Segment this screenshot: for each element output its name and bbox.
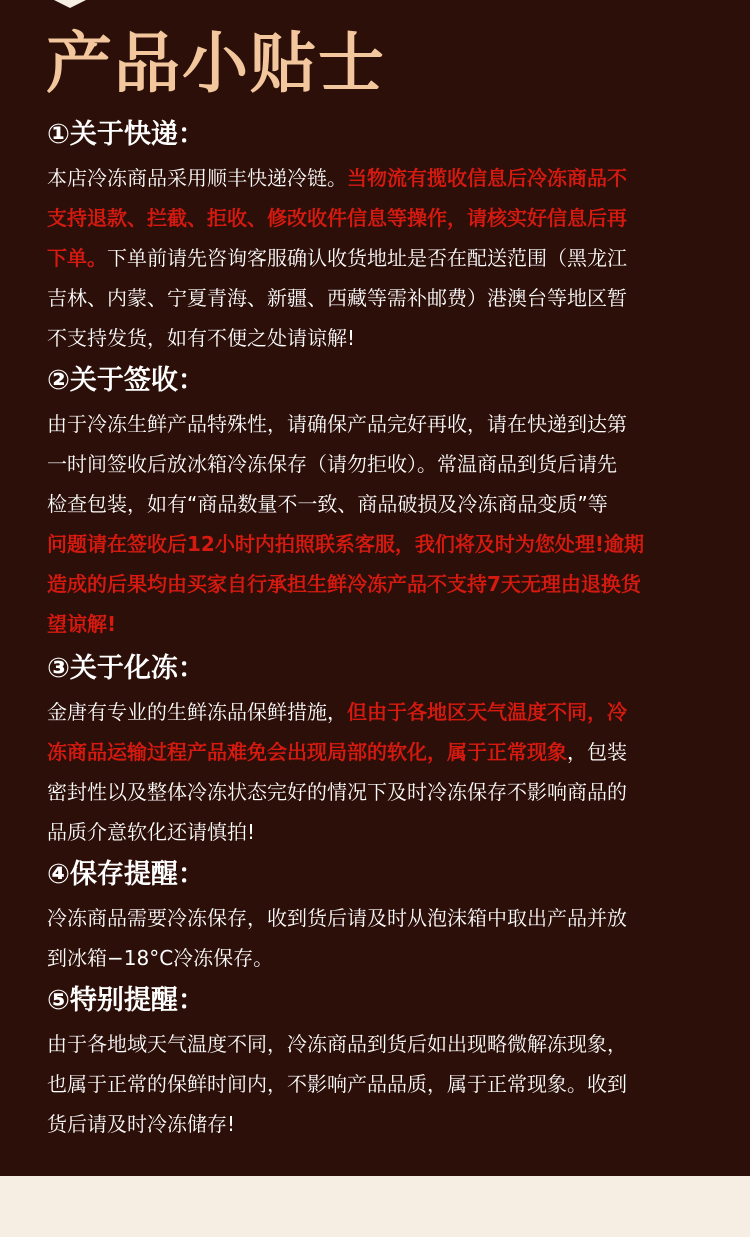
body-text: 不支持发货，如有不便之处请谅解! (47, 326, 356, 350)
highlight-text: 造成的后果均由买家自行承担生鲜冷冻产品不支持7天无理由退换货 (47, 572, 641, 596)
body-text: 冷冻商品需要冷冻保存，收到货后请及时从泡沫箱中取出产品并放 (47, 906, 627, 930)
body-text: 由于各地域天气温度不同，冷冻商品到货后如出现略微解冻现象， (47, 1032, 627, 1056)
body-text: ，包装 (567, 740, 627, 764)
body-text: 到冰箱−18°C冷冻保存。 (47, 946, 274, 970)
body-text: 一时间签收后放冰箱冷冻保存（请勿拒收）。常温商品到货后请先 (47, 452, 617, 476)
body-text: 检查包装，如有“商品数量不一致、商品破损及冷冻商品变质”等 (47, 492, 608, 516)
body-text: 也属于正常的保鲜时间内，不影响产品品质，属于正常现象。收到 (47, 1072, 627, 1096)
highlight-text: 下单。 (47, 246, 107, 270)
body-text: 由于冷冻生鲜产品特殊性，请确保产品完好再收，请在快递到达第 (47, 412, 627, 436)
section-body-1 (47, 158, 717, 358)
body-text: 金唐有专业的生鲜冻品保鲜措施， (47, 700, 347, 724)
top-notch-decoration (50, 0, 90, 8)
body-text: 密封性以及整体冷冻状态完好的情况下及时冷冻保存不影响商品的 (47, 780, 627, 804)
section-body-4 (47, 898, 717, 978)
highlight-text: 问题请在签收后12小时内拍照联系客服，我们将及时为您处理!逾期 (47, 532, 644, 556)
body-text: 下单前请先咨询客服确认收货地址是否在配送范围（黑龙江 (107, 246, 627, 270)
section-body-2 (47, 404, 717, 644)
page-title: 产品小贴士 (46, 25, 386, 102)
section-heading-5: ⑤特别提醒： (47, 985, 205, 1016)
section-body-3 (47, 692, 717, 852)
highlight-text: 冻商品运输过程产品难免会出现局部的软化，属于正常现象 (47, 740, 567, 764)
body-text: 本店冷冻商品采用顺丰快递冷链。 (47, 166, 347, 190)
section-body-5 (47, 1024, 717, 1144)
body-text: 货后请及时冷冻储存! (47, 1112, 236, 1136)
section-heading-4: ④保存提醒： (47, 859, 205, 890)
section-heading-2: ②关于签收： (47, 365, 205, 396)
body-text: 品质介意软化还请慎拍! (47, 820, 256, 844)
highlight-text: 望谅解! (47, 612, 117, 636)
section-heading-1: ①关于快递： (47, 119, 205, 150)
highlight-text: 支持退款、拦截、拒收、修改收件信息等操作，请核实好信息后再 (47, 206, 627, 230)
highlight-text: 当物流有揽收信息后冷冻商品不 (347, 166, 627, 190)
body-text: 吉林、内蒙、宁夏青海、新疆、西藏等需补邮费）港澳台等地区暂 (47, 286, 627, 310)
section-heading-3: ③关于化冻： (47, 653, 205, 684)
tips-content (47, 112, 717, 1144)
highlight-text: 但由于各地区天气温度不同，冷 (347, 700, 627, 724)
footer-strip (0, 1176, 750, 1237)
